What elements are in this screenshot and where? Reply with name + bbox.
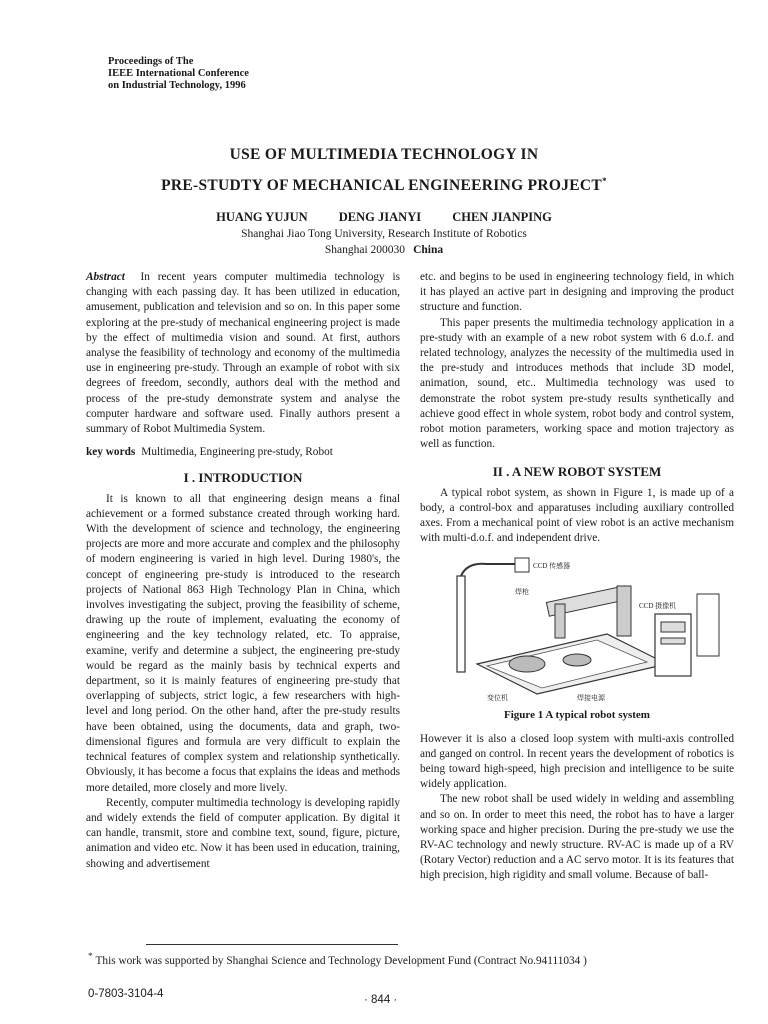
robot-wrist [555, 604, 565, 638]
affiliation-country: China [413, 244, 444, 256]
figure-label: 变位机 [487, 694, 508, 703]
abstract-text: In recent years computer multimedia technology is changing with each passing day. It has been utilized in education, amusement, publication and television and so on. In this paper some exploring at the pre-study of mechanical engineering project is made by the effect of multimedia vision and sound. At first, authors analyse the feasibility of technology and economy of the multimedia use in engineering pre-study. Through an example of robot with six degrees of freedom, secondly, authors deal with the method and process of the pre-study demonstrate system and analyse the computer hardware and software used. Finally authors present a summary of Robot Multimedia System. [86, 271, 400, 436]
figure-label: 焊枪 [515, 588, 529, 597]
gantry-post [457, 576, 465, 672]
power-supply [697, 594, 719, 656]
footnote-marker: * [88, 952, 93, 962]
affiliation-city: Shanghai 200030 [324, 244, 406, 256]
figure-label: 焊接电源 [577, 694, 605, 703]
figure-label: CCD 传感器 [533, 562, 571, 571]
ccd-sensor-box [515, 558, 529, 572]
isbn: 0-7803-3104-4 [88, 988, 164, 1000]
proceedings-line: IEEE International Conference [108, 68, 249, 79]
page-number: · 844 · [364, 994, 398, 1006]
robot-column [617, 586, 631, 636]
footnote [88, 952, 587, 967]
paragraph: The new robot shall be used widely in welding and assembling and so on. In order to meet this need, the robot has to have a larger working space and higher precision. During the pre-study we use the RV-AC technology and newly structure. RV-AC is made up of a RV (Rotary Vector) reduction and a AC servo motor. It is its features that high precision, high rigidity and small volume. Because of ball- [420, 793, 734, 882]
keywords-text: Multimedia, Engineering pre-study, Robot [141, 446, 333, 459]
proceedings-header [108, 56, 249, 92]
section-heading: I . INTRODUCTION [183, 470, 303, 486]
figure-caption: Figure 1 A typical robot system [504, 709, 650, 722]
paper-title-line1: USE OF MULTIMEDIA TECHNOLOGY IN [229, 146, 539, 163]
author-list [0, 210, 768, 225]
workpiece [509, 656, 545, 672]
footnote-rule [146, 944, 398, 945]
footnote-text: This work was supported by Shanghai Science and Technology Development Fund (Contract No.94111034 ) [95, 954, 587, 967]
paragraph: However it is also a closed loop system with multi-axis controlled and ganged on control. In recent years the development of robotics is being toward high-speed, high precision and intelligence to be suite widely application. [420, 732, 734, 791]
abstract-label: Abstract [86, 271, 125, 283]
paragraph: A typical robot system, as shown in Figure 1, is made up of a body, a control-box and apparatuses including auxiliary controlled axes. From a mechanical point of view robot is an active mechanism with multi-d.o.f. and independent drive. [420, 486, 734, 545]
keywords [86, 445, 400, 460]
affiliation-line1: Shanghai Jiao Tong University, Research Institute of Robotics [241, 228, 527, 240]
workpiece [563, 654, 591, 666]
author-name: CHEN JIANPING [452, 210, 552, 224]
cabinet-panel [661, 638, 685, 644]
paragraph: Recently, computer multimedia technology is developing rapidly and widely extends the field of computer application. By digital it can handle, transmit, store and combine text, sound, figure, picture, animation and video etc. Now it has been used in education, training, showing and advertisement [86, 796, 400, 870]
right-column [420, 270, 734, 884]
abstract [86, 270, 400, 437]
paragraph: This paper presents the multimedia technology application in a pre-study with an example of a new robot system with 6 d.o.f. and related technology, analyzes the necessity of the multimedia used in the pre-study and introduces methods that include 3D model, animation, sound, etc.. Multimedia technology was used to demonstrate the robot system pre-study results synthetically and achieve good effect in whole system, robot body and control system, robot motion parameters, working space and motion trajectory as well as function. [420, 316, 734, 451]
section-heading: II . A NEW ROBOT SYSTEM [492, 464, 662, 480]
affiliation-line2 [0, 244, 768, 256]
paragraph: etc. and begins to be used in engineering technology field, in which it has played an active part in designing and improving the product structure and function. [420, 271, 734, 314]
paper-title-line2 [0, 176, 768, 195]
author-name: HUANG YUJUN [216, 210, 308, 224]
gantry-arm [461, 564, 519, 576]
keywords-label: key words [86, 446, 136, 459]
paper-title-text: PRE-STUDTY OF MECHANICAL ENGINEERING PROJECT [161, 177, 603, 195]
title-footnote-marker: * [602, 176, 607, 186]
proceedings-line: Proceedings of The [108, 56, 194, 67]
author-name: DENG JIANYI [338, 210, 422, 224]
paragraph: It is known to all that engineering design means a final achievement or a formed substance created through working hard. With the development of science and technology, the engineering projects are more and more accurate and complex and the philosophy of modern engineering is varied in high level. During 1980's, the concept of engineering pre-study is introduced to the research projects of National 863 High Technology Plan in China, which involves investigating the subject, proving the feasibility of scheme, drawing up the route of implement, evaluating the economy of engineering and the key technology related, etc. To appraise, examine, verify and determine a subject, the engineering pre-study would be regard as the mainly basis by technical experts and department, so it is mainly features of engineering pre-study that overlapping of subjects, strict logic, a few researchers with high-level and long period. On the other hand, after the pre-study results have been obtained, using the documents, data and graph, two-dimensional figures and formula are very difficult to explain the technical features of complex system and relationship synthetically. Obviously, it has become a focus that explains the ideas and methods more detailed, more closely and more lively. [86, 492, 400, 794]
left-column [86, 270, 400, 872]
cabinet-panel [661, 622, 685, 632]
figure-label: CCD 摄像机 [639, 602, 677, 611]
robot-system-figure [427, 554, 727, 704]
proceedings-line: on Industrial Technology, 1996 [108, 80, 246, 91]
